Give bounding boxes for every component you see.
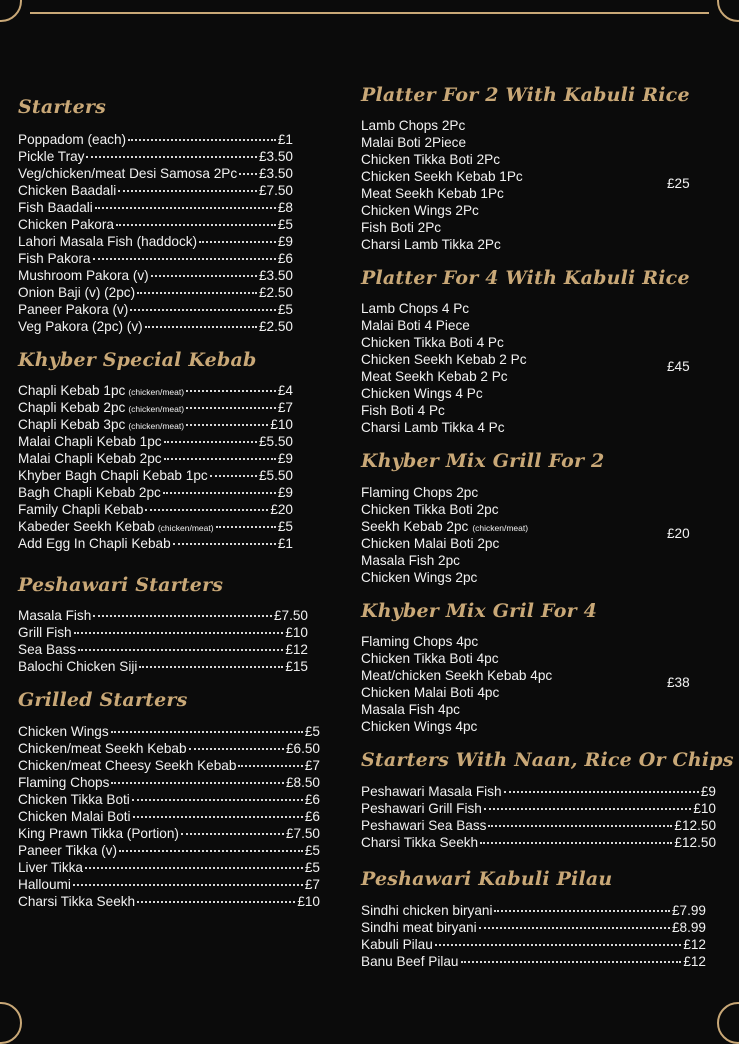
menu-item-price: £5 [277, 217, 293, 232]
menu-item-price: £5.50 [258, 468, 293, 483]
menu-item [18, 774, 320, 791]
menu-item [18, 893, 320, 910]
platter-item-name: Fish Boti 4 Pc [361, 403, 445, 418]
menu-item-price: £5 [304, 843, 320, 858]
kabuli-pilau-list [361, 902, 706, 970]
menu-item-price: £12 [683, 937, 706, 952]
menu-item-price: £20 [270, 502, 293, 517]
menu-item-price: £3.50 [258, 166, 293, 181]
menu-item [18, 199, 293, 216]
dot-leader [480, 842, 672, 844]
platter-item [361, 117, 721, 134]
menu-item [18, 399, 293, 416]
menu-item-name: Charsi Tikka Seekh [361, 835, 479, 850]
menu-item-price: £12 [285, 642, 308, 657]
menu-item-name: Fish Baadali [18, 200, 93, 215]
menu-item [18, 182, 293, 199]
platter-item-name: Chicken Wings 2Pc [361, 203, 479, 218]
platter-item-name: Chicken Wings 4pc [361, 719, 478, 734]
menu-item-price: £2.50 [258, 285, 293, 300]
starters-list [18, 131, 293, 335]
platter-item-name: Masala Fish 2pc [361, 553, 460, 568]
menu-item [18, 165, 293, 182]
menu-item [18, 467, 293, 484]
corner-ornament [717, 1002, 739, 1044]
menu-item [18, 301, 293, 318]
menu-item-price: £7.50 [273, 608, 308, 623]
dot-leader [461, 961, 682, 963]
menu-item-price: £9 [277, 234, 293, 249]
platter-item [361, 300, 721, 317]
menu-item-price: £10 [297, 894, 320, 909]
menu-item [18, 808, 320, 825]
section-title-mix-grill-4: Khyber Mix Gril For 4 [361, 600, 598, 622]
menu-item-name: Pickle Tray [18, 149, 85, 164]
menu-item [18, 641, 308, 658]
menu-item-name: Mushroom Pakora (v) [18, 268, 149, 283]
menu-item [18, 148, 293, 165]
menu-item [18, 607, 308, 624]
dot-leader [74, 632, 284, 634]
dot-leader [164, 441, 257, 443]
menu-item-name: Peshawari Sea Bass [361, 818, 487, 833]
menu-item [361, 834, 716, 851]
platter-item [361, 650, 721, 667]
dot-leader [186, 407, 276, 409]
menu-item-price: £2.50 [258, 319, 293, 334]
menu-item-name: Chapli Kebab 3pc [18, 417, 126, 432]
menu-item-price: £7.99 [671, 903, 706, 918]
menu-item-note: (chicken/meat) [157, 523, 214, 533]
menu-item [361, 936, 706, 953]
dot-leader [137, 901, 295, 903]
menu-item-price: £5 [304, 724, 320, 739]
menu-item-name: Halloumi [18, 877, 71, 892]
platter-item [361, 202, 721, 219]
dot-leader [163, 492, 276, 494]
section-title-khyber-kebab: Khyber Special Kebab [18, 349, 257, 371]
dot-leader [133, 816, 303, 818]
dot-leader [494, 910, 669, 912]
section-title-platter-2: Platter For 2 With Kabuli Rice [361, 84, 690, 106]
section-title-mix-grill-2: Khyber Mix Grill For 2 [361, 450, 605, 472]
menu-item [18, 535, 293, 552]
dot-leader [151, 275, 257, 277]
grilled-starters-list [18, 723, 320, 910]
menu-item-price: £12.50 [674, 835, 716, 850]
menu-item-name: Banu Beef Pilau [361, 954, 459, 969]
menu-item-price: £6.50 [285, 741, 320, 756]
menu-item-price: £8 [277, 200, 293, 215]
dot-leader [488, 825, 672, 827]
menu-item-name: Veg Pakora (2pc) (v) [18, 319, 143, 334]
platter-item [361, 334, 721, 351]
dot-leader [139, 666, 283, 668]
dot-leader [137, 292, 257, 294]
menu-item [18, 131, 293, 148]
menu-item-price: £6 [304, 792, 320, 807]
corner-ornament [0, 1002, 22, 1044]
platter-price: £25 [667, 176, 690, 191]
section-title-starters: Starters [18, 96, 106, 118]
menu-item-name: Chicken Baadali [18, 183, 117, 198]
platter-item [361, 501, 721, 518]
menu-item-name: Masala Fish [18, 608, 92, 623]
menu-item-name: Charsi Tikka Seekh [18, 894, 136, 909]
platter-item [361, 317, 721, 334]
dot-leader [85, 867, 303, 869]
platter-item [361, 718, 721, 735]
platter-item-name: Chicken Tikka Boti 2Pc [361, 152, 501, 167]
platter-item-name: Fish Boti 2Pc [361, 220, 442, 235]
menu-item-price: £5 [277, 302, 293, 317]
dot-leader [128, 139, 276, 141]
dot-leader [173, 543, 276, 545]
platter-item [361, 419, 721, 436]
menu-item [18, 250, 293, 267]
menu-item-name: Chicken Tikka Boti [18, 792, 130, 807]
dot-leader [189, 748, 284, 750]
platter-item [361, 219, 721, 236]
menu-item [361, 783, 716, 800]
dot-leader [93, 615, 272, 617]
menu-item [361, 902, 706, 919]
platter-item-name: Meat Seekh Kebab 1Pc [361, 186, 504, 201]
menu-item-price: £9 [700, 784, 716, 799]
platter-item-name: Chicken Malai Boti 2pc [361, 536, 500, 551]
menu-item [18, 284, 293, 301]
menu-item-price: £7.50 [285, 826, 320, 841]
menu-item [18, 484, 293, 501]
menu-item [361, 919, 706, 936]
platter-item-name: Chicken Seekh Kebab 1Pc [361, 169, 523, 184]
menu-item-name: Malai Chapli Kebab 2pc [18, 451, 162, 466]
menu-item-price: £1 [277, 536, 293, 551]
platter-4-list [361, 300, 721, 436]
menu-item-name: Onion Baji (v) (2pc) [18, 285, 136, 300]
menu-item-name: Kabuli Pilau [361, 937, 433, 952]
menu-item [18, 267, 293, 284]
platter-item-name: Flaming Chops 2pc [361, 485, 479, 500]
menu-item [18, 842, 320, 859]
menu-item-name: Lahori Masala Fish (haddock) [18, 234, 198, 249]
menu-item-name: Paneer Pakora (v) [18, 302, 129, 317]
platter-item [361, 484, 721, 501]
menu-item-price: £4 [277, 383, 293, 398]
dot-leader [111, 782, 284, 784]
mix-grill-4-list [361, 633, 721, 735]
menu-item-name: Peshawari Masala Fish [361, 784, 502, 799]
menu-item [18, 318, 293, 335]
menu-item-name: Poppadom (each) [18, 132, 127, 147]
menu-item-name: Family Chapli Kebab [18, 502, 144, 517]
platter-item-name: Masala Fish 4pc [361, 702, 460, 717]
menu-item [18, 216, 293, 233]
menu-item [18, 876, 320, 893]
platter-item [361, 402, 721, 419]
dot-leader [73, 884, 303, 886]
menu-item [361, 953, 706, 970]
platter-price: £45 [667, 359, 690, 374]
menu-item-name: Chapli Kebab 2pc [18, 400, 126, 415]
platter-item-name: Charsi Lamb Tikka 4 Pc [361, 420, 505, 435]
platter-item-name: Seekh Kebab 2pc [361, 519, 469, 534]
menu-item-name: Chicken/meat Seekh Kebab [18, 741, 187, 756]
menu-item [18, 233, 293, 250]
menu-item [18, 433, 293, 450]
menu-item-price: £7 [304, 758, 320, 773]
menu-item-price: £7 [304, 877, 320, 892]
dot-leader [216, 526, 276, 528]
platter-price: £20 [667, 526, 690, 541]
menu-item-note: (chicken/meat) [128, 387, 185, 397]
menu-item-price: £3.50 [258, 268, 293, 283]
platter-item-name: Lamb Chops 4 Pc [361, 301, 470, 316]
menu-item-price: £6 [277, 251, 293, 266]
menu-item-name: King Prawn Tikka (Portion) [18, 826, 179, 841]
section-title-naan-rice-chips: Starters With Naan, Rice Or Chips [361, 749, 734, 771]
dot-leader [145, 509, 268, 511]
menu-item-price: £15 [285, 659, 308, 674]
platter-item [361, 134, 721, 151]
platter-item-name: Lamb Chops 2Pc [361, 118, 466, 133]
menu-item-price: £5 [304, 860, 320, 875]
dot-leader [86, 156, 256, 158]
platter-item [361, 385, 721, 402]
menu-item-name: Veg/chicken/meat Desi Samosa 2Pc [18, 166, 238, 181]
platter-item [361, 236, 721, 253]
dot-leader [145, 326, 257, 328]
menu-item-price: £8.99 [671, 920, 706, 935]
dot-leader [116, 224, 276, 226]
dot-leader [239, 173, 257, 175]
dot-leader [484, 808, 691, 810]
menu-item-name: Chicken Pakora [18, 217, 114, 232]
menu-item [18, 624, 308, 641]
menu-item-price: £3.50 [258, 149, 293, 164]
dot-leader [479, 927, 670, 929]
menu-item [18, 723, 320, 740]
menu-item-price: £5 [277, 519, 293, 534]
menu-item-name: Chapli Kebab 1pc [18, 383, 126, 398]
menu-item-name: Bagh Chapli Kebab 2pc [18, 485, 161, 500]
corner-ornament [717, 0, 739, 22]
dot-leader [118, 190, 257, 192]
menu-item-price: £10 [270, 417, 293, 432]
platter-item-name: Chicken Malai Boti 4pc [361, 685, 500, 700]
menu-item [18, 825, 320, 842]
platter-item-name: Chicken Tikka Boti 2pc [361, 502, 499, 517]
platter-item-name: Malai Boti 2Piece [361, 135, 467, 150]
platter-item [361, 552, 721, 569]
dot-leader [186, 390, 276, 392]
section-title-kabuli-pilau: Peshawari Kabuli Pilau [361, 868, 613, 890]
platter-price: £38 [667, 675, 690, 690]
dot-leader [199, 241, 276, 243]
platter-item-name: Chicken Seekh Kebab 2 Pc [361, 352, 527, 367]
dot-leader [181, 833, 284, 835]
menu-item-name: Fish Pakora [18, 251, 91, 266]
menu-item-price: £5.50 [258, 434, 293, 449]
platter-item-name: Charsi Lamb Tikka 2Pc [361, 237, 501, 252]
menu-item-price: £12 [683, 954, 706, 969]
platter-item-name: Meat Seekh Kebab 2 Pc [361, 369, 508, 384]
menu-item-name: Balochi Chicken Siji [18, 659, 138, 674]
menu-item-name: Chicken Wings [18, 724, 109, 739]
section-title-platter-4: Platter For 4 With Kabuli Rice [361, 267, 690, 289]
menu-item [18, 518, 293, 535]
menu-item-price: £7 [277, 400, 293, 415]
platter-item-name: Chicken Wings 4 Pc [361, 386, 483, 401]
menu-item-name: Sea Bass [18, 642, 77, 657]
platter-item-name: Malai Boti 4 Piece [361, 318, 470, 333]
menu-item [18, 791, 320, 808]
menu-item-price: £8.50 [285, 775, 320, 790]
menu-item-price: £9 [277, 485, 293, 500]
menu-item [18, 501, 293, 518]
menu-item-name: Sindhi meat biryani [361, 920, 477, 935]
menu-item-name: Peshawari Grill Fish [361, 801, 482, 816]
menu-item-price: £10 [693, 801, 716, 816]
menu-item-name: Malai Chapli Kebab 1pc [18, 434, 162, 449]
menu-item [18, 740, 320, 757]
dot-leader [186, 424, 268, 426]
dot-leader [119, 850, 303, 852]
peshawari-starters-list [18, 607, 308, 675]
dot-leader [210, 475, 257, 477]
khyber-kebab-list [18, 382, 293, 552]
platter-item-name: Chicken Tikka Boti 4pc [361, 651, 499, 666]
section-title-grilled-starters: Grilled Starters [18, 689, 188, 711]
dot-leader [130, 309, 276, 311]
menu-item [18, 416, 293, 433]
dot-leader [132, 799, 303, 801]
platter-item-note: (chicken/meat) [472, 523, 529, 533]
platter-item [361, 633, 721, 650]
platter-item-name: Meat/chicken Seekh Kebab 4pc [361, 668, 553, 683]
menu-item-name: Flaming Chops [18, 775, 110, 790]
menu-item-price: £9 [277, 451, 293, 466]
menu-item-name: Kabeder Seekh Kebab [18, 519, 155, 534]
section-title-peshawari-starters: Peshawari Starters [18, 574, 224, 596]
menu-item [361, 800, 716, 817]
menu-item [18, 382, 293, 399]
menu-item-price: £10 [285, 625, 308, 640]
menu-item [18, 658, 308, 675]
menu-item [18, 859, 320, 876]
menu-item-price: £6 [304, 809, 320, 824]
platter-item-name: Flaming Chops 4pc [361, 634, 479, 649]
menu-item [18, 450, 293, 467]
menu-item-name: Sindhi chicken biryani [361, 903, 493, 918]
menu-item-name: Add Egg In Chapli Kebab [18, 536, 171, 551]
dot-leader [164, 458, 276, 460]
naan-rice-chips-list [361, 783, 716, 851]
menu-item-price: £12.50 [674, 818, 716, 833]
dot-leader [93, 258, 276, 260]
dot-leader [238, 765, 302, 767]
menu-item [361, 817, 716, 834]
platter-item [361, 569, 721, 586]
corner-ornament [0, 0, 22, 22]
platter-item-name: Chicken Tikka Boti 4 Pc [361, 335, 504, 350]
menu-item-price: £7.50 [258, 183, 293, 198]
platter-item-name: Chicken Wings 2pc [361, 570, 478, 585]
platter-item [361, 151, 721, 168]
mix-grill-2-list [361, 484, 721, 586]
platter-2-list [361, 117, 721, 253]
dot-leader [95, 207, 276, 209]
menu-item-name: Khyber Bagh Chapli Kebab 1pc [18, 468, 208, 483]
menu-item-note: (chicken/meat) [128, 421, 185, 431]
menu-item-name: Chicken Malai Boti [18, 809, 131, 824]
dot-leader [78, 649, 283, 651]
menu-item-note: (chicken/meat) [128, 404, 185, 414]
menu-item-name: Paneer Tikka (v) [18, 843, 117, 858]
frame-top-line [30, 12, 709, 14]
platter-item [361, 701, 721, 718]
menu-item-name: Liver Tikka [18, 860, 83, 875]
menu-item-name: Chicken/meat Cheesy Seekh Kebab [18, 758, 237, 773]
dot-leader [435, 944, 682, 946]
dot-leader [504, 791, 699, 793]
dot-leader [111, 731, 303, 733]
menu-item-price: £1 [277, 132, 293, 147]
menu-item-name: Grill Fish [18, 625, 72, 640]
menu-item [18, 757, 320, 774]
